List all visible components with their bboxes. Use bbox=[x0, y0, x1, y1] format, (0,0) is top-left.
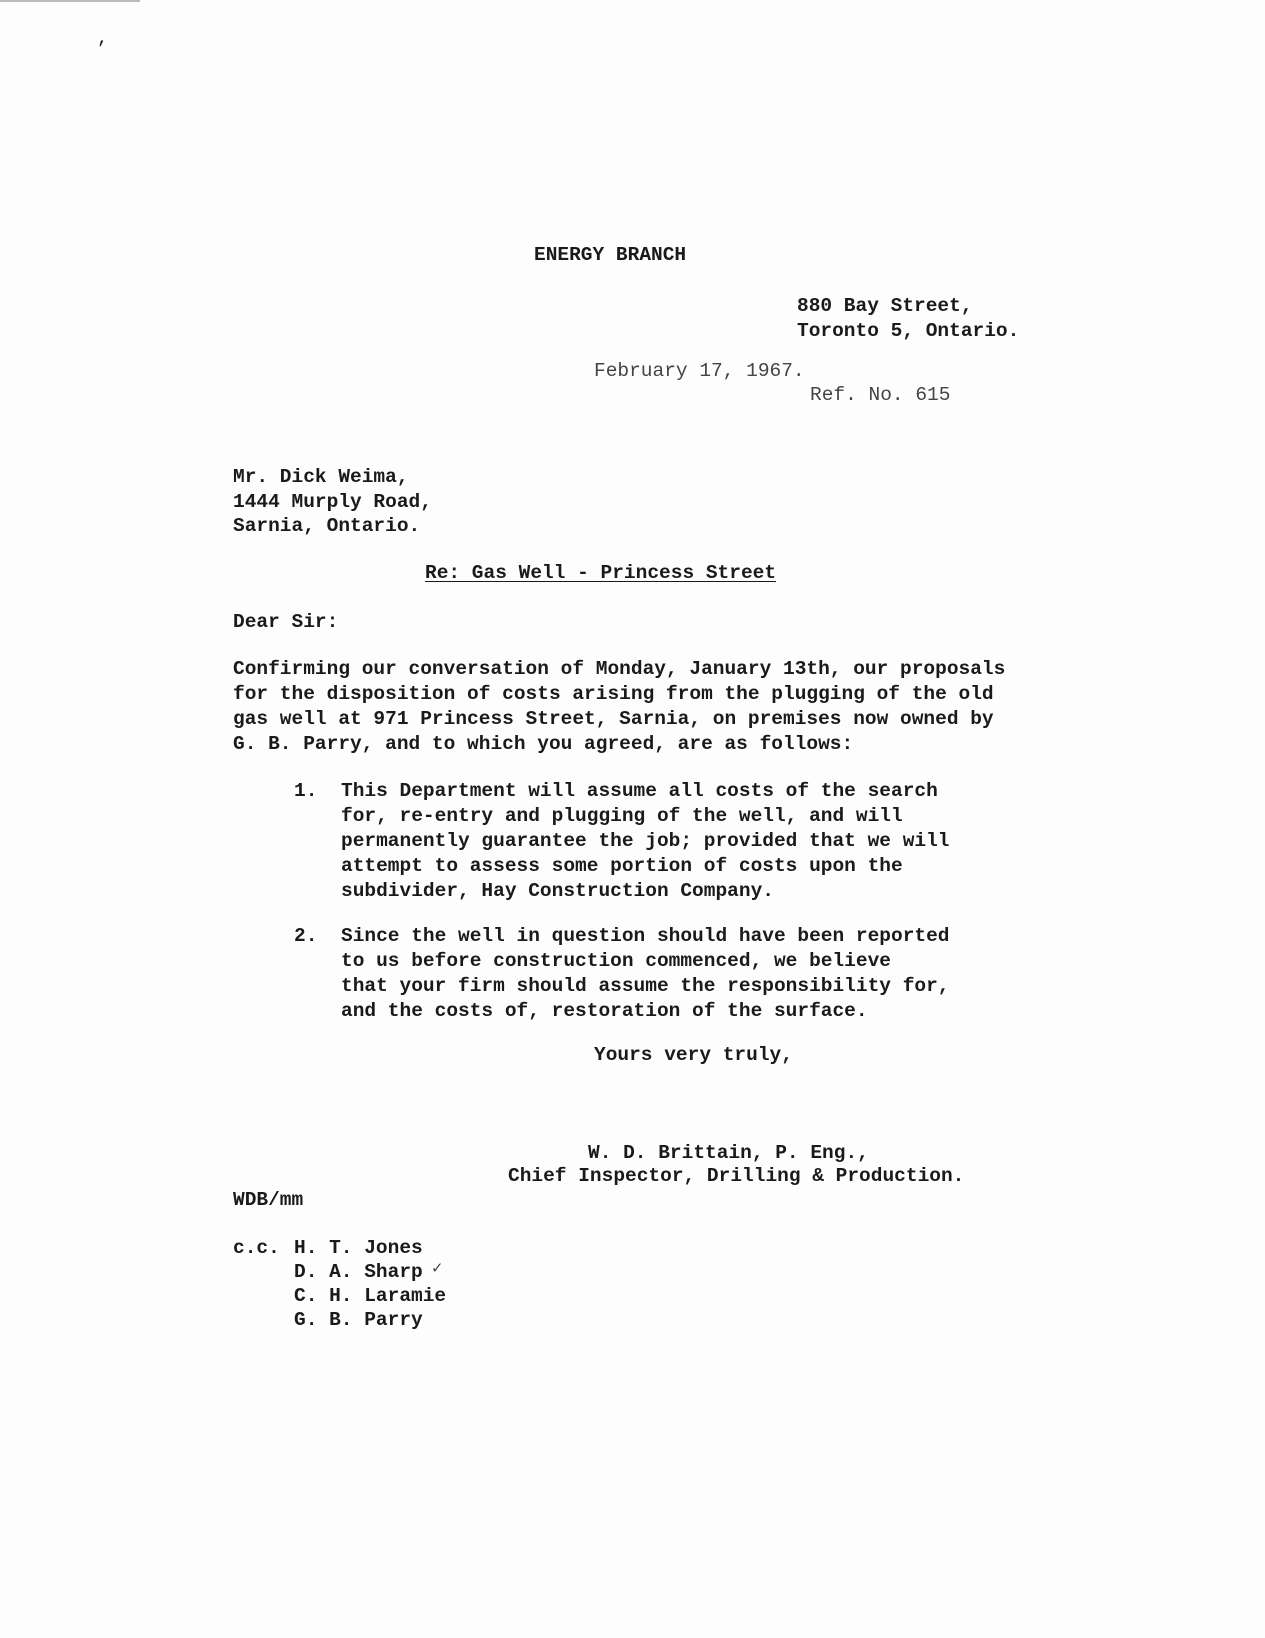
closing: Yours very truly, bbox=[594, 1044, 793, 1066]
item-line: permanently guarantee the job; provided that we will bbox=[341, 830, 950, 852]
reference-number: Ref. No. 615 bbox=[810, 384, 951, 406]
cc-name: C. H. Laramie bbox=[294, 1285, 447, 1307]
scan-edge-line bbox=[0, 0, 140, 2]
cc-label: c.c. bbox=[233, 1237, 280, 1259]
intro-line: gas well at 971 Princess Street, Sarnia, on premises now owned by bbox=[233, 708, 994, 730]
check-mark-icon: ✓ bbox=[432, 1260, 443, 1279]
item-line: This Department will assume all costs of the search bbox=[341, 780, 938, 802]
item-line: and the costs of, restoration of the surface. bbox=[341, 1000, 868, 1022]
sender-address-line-2: Toronto 5, Ontario. bbox=[797, 320, 1020, 342]
item-line: for, re-entry and plugging of the well, and will bbox=[341, 805, 903, 827]
item-line: attempt to assess some portion of costs upon the bbox=[341, 855, 903, 877]
sender-address-line-1: 880 Bay Street, bbox=[797, 295, 973, 317]
item-2-number: 2. bbox=[294, 925, 318, 947]
cc-name: G. B. Parry bbox=[294, 1309, 423, 1331]
salutation: Dear Sir: bbox=[233, 611, 339, 633]
branch-heading: ENERGY BRANCH bbox=[534, 244, 687, 266]
cc-name: D. A. Sharp bbox=[294, 1261, 423, 1283]
item-1-number: 1. bbox=[294, 780, 318, 802]
intro-line: Confirming our conversation of Monday, January 13th, our proposals bbox=[233, 658, 1006, 680]
item-line: to us before construction commenced, we believe bbox=[341, 950, 891, 972]
signer-title: Chief Inspector, Drilling & Production. bbox=[508, 1165, 965, 1187]
intro-paragraph bbox=[233, 657, 1005, 757]
subject-line: Re: Gas Well - Princess Street bbox=[425, 562, 777, 584]
signer-name: W. D. Brittain, P. Eng., bbox=[588, 1142, 869, 1164]
cc-name: H. T. Jones bbox=[294, 1237, 423, 1259]
stray-pen-mark: ’ bbox=[96, 40, 107, 60]
intro-line: G. B. Parry, and to which you agreed, are as follows: bbox=[233, 733, 854, 755]
recipient-line-3: Sarnia, Ontario. bbox=[233, 515, 421, 537]
item-2-text bbox=[341, 924, 950, 1024]
recipient-line-2: 1444 Murply Road, bbox=[233, 491, 432, 513]
letter-date: February 17, 1967. bbox=[594, 360, 805, 382]
intro-line: for the disposition of costs arising from the plugging of the old bbox=[233, 683, 994, 705]
recipient-line-1: Mr. Dick Weima, bbox=[233, 466, 409, 488]
item-1-text bbox=[341, 779, 950, 904]
item-line: Since the well in question should have been reported bbox=[341, 925, 950, 947]
item-line: that your firm should assume the responsibility for, bbox=[341, 975, 950, 997]
typist-initials: WDB/mm bbox=[233, 1189, 304, 1211]
item-line: subdivider, Hay Construction Company. bbox=[341, 880, 774, 902]
